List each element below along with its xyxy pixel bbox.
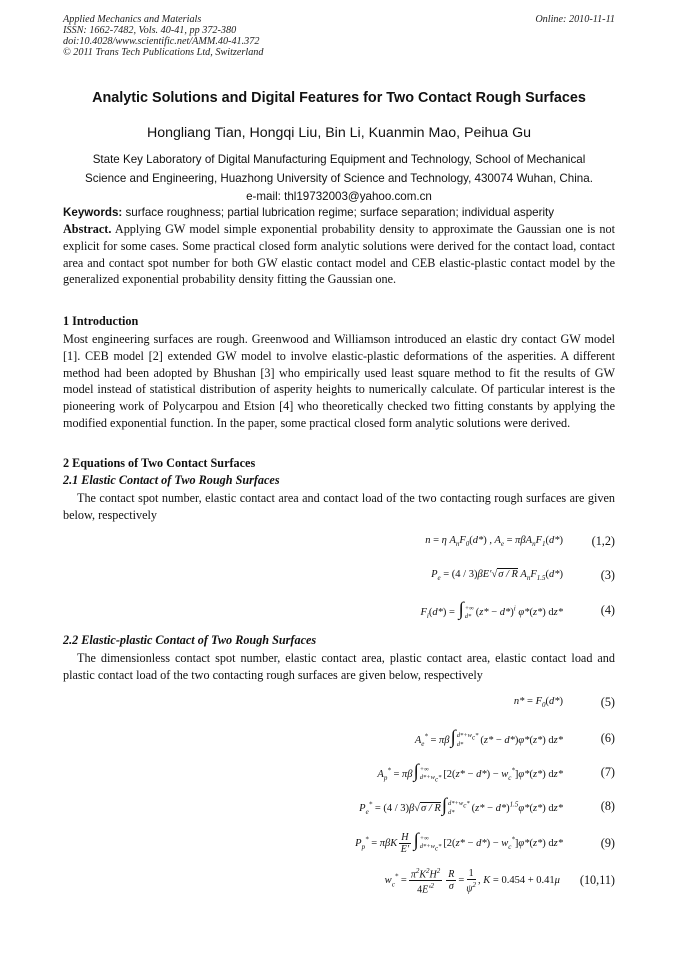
- section-2-1-text: The contact spot number, elastic contact area and contact load of the two contacting rough surfaces are given below, respectively: [63, 491, 615, 522]
- equation-5: $n* = F_0(d*)$ (5): [513, 695, 615, 710]
- equation-6: $A_e^* = \pi\beta\int$ $d*+w_c*$ d* (z* − d*)φ*(z*) dz* (6): [414, 727, 615, 749]
- equation-3: $P_e = (4 / 3)\beta E'√\sigma / R$ $A_nF_{1.5}(d*)$ (3): [431, 568, 615, 583]
- section-2-2-heading: 2.2 Elastic-plastic Contact of Two Rough Surfaces: [63, 633, 317, 647]
- keywords-label: Keywords:: [63, 206, 123, 219]
- intro-paragraph: [63, 331, 615, 432]
- equation-number: (9): [600, 835, 615, 850]
- equation-number: (5): [600, 695, 615, 709]
- section-2-heading: 2 Equations of Two Contact Surfaces: [63, 456, 256, 470]
- copyright-line: © 2011 Trans Tech Publications Ltd, Switzerland: [63, 47, 264, 58]
- issn-line: ISSN: 1662-7482, Vols. 40-41, pp 372-380: [63, 25, 237, 36]
- section-2-1-paragraph: [63, 490, 615, 524]
- abstract: [63, 221, 615, 288]
- equation-8: $P_e^* = (4 / 3)\beta√\sigma / R\int$ $d*+w_c*$ d* $(z* - d*)^{1.5}\varphi*(z*)$ dz* (8): [359, 795, 615, 817]
- journal-header: [63, 14, 615, 58]
- keywords: [63, 206, 623, 219]
- affiliation-line-1: State Key Laboratory of Digital Manufacturing Equipment and Technology, School of Mechanical: [92, 153, 586, 166]
- paper-title: Analytic Solutions and Digital Features for Two Contact Rough Surfaces: [92, 90, 586, 106]
- abstract-text: Applying GW model simple exponential probability density to approximate the Gaussian one is not explicit for some cases. Some practical closed form analytic solutions were derived for the contact load, contact area and contact spot number for both GW elastic contact model and CEB elastic-plastic contact model by the generalized exponential probability density fitting the Gaussian one.: [63, 222, 615, 287]
- intro-text: Most engineering surfaces are rough. Greenwood and Williamson introduced an elastic dry contact GW model [1]. CEB model [2] extended GW model to involve elastic-plastic deformations of the asperities. A different method had been adopted by Bhushan [3] who empirically used least square method to fit the results of GW model instead of statistical distribution of asperity heights to numerically calculate. Of particular interest is the pioneering work of Polycarpou and Etsion [4] who theoretically checked two fitting constants by applying the modified exponential function. In the paper, some practical closed form analytic solutions were derived.: [63, 332, 615, 430]
- section-2-2-text: The dimensionless contact spot number, elastic contact area, plastic contact area, elastic contact load and plastic contact load of the two contacting rough surfaces are given below, respectively: [63, 651, 615, 682]
- intro-heading: 1 Introduction: [63, 314, 139, 328]
- abstract-label: Abstract.: [63, 222, 112, 236]
- author-list: Hongliang Tian, Hongqi Liu, Bin Li, Kuanmin Mao, Peihua Gu: [146, 125, 532, 141]
- section-2-1-heading: 2.1 Elastic Contact of Two Rough Surfaces: [63, 473, 280, 487]
- equation-1-2: n = η $A_nF_0(d*)$ , $A_e = \pi\beta A_nF_1(d*)$ (1,2): [425, 534, 615, 549]
- equation-4: $F_i(d*)$ = ∫ +∞ d* $(z* - d*)^i$ φ*(z*) dz* (4): [420, 599, 615, 621]
- online-date: Online: 2010-11-11: [535, 14, 615, 25]
- email[interactable]: e-mail: thl19732003@yahoo.com.cn: [246, 190, 432, 203]
- section-2-2-paragraph: [63, 650, 615, 684]
- equation-number: (1,2): [591, 534, 615, 548]
- equation-10-11: $w_c^*$ = $\frac{\pi^2K^2H^2}{4E'^2}$ $\frac{R}{\sigma}$ = $\frac{1}{\psi^2}$ , K = 0.454 + 0.41μ (10,11): [384, 867, 615, 896]
- affiliation: [58, 151, 620, 207]
- equation-number: (4): [600, 602, 615, 617]
- equation-number: (7): [600, 765, 615, 780]
- keywords-text: surface roughness; partial lubrication regime; surface separation; individual asperity: [122, 206, 555, 219]
- doi-line[interactable]: doi:10.4028/www.scientific.net/AMM.40-41.372: [63, 36, 260, 47]
- equation-number: (3): [600, 568, 615, 582]
- equation-number: (6): [600, 731, 615, 746]
- equation-9: $P_p^* = \pi\beta K$ $\frac{H}{E'}$ ∫ +∞ $d*+w_c*$ $[2(z* - d*) - w_c^*]\varphi*(z*)$ dz* (9): [355, 830, 615, 856]
- journal-name: Applied Mechanics and Materials: [63, 14, 202, 25]
- equation-7: $A_p^* = \pi\beta\int$ +∞ $d*+w_c*$ $[2(z* - d*) - w_c^*]\varphi*(z*)$ dz* (7): [377, 761, 615, 784]
- affiliation-line-2: Science and Engineering, Huazhong University of Science and Technology, 430074 Wuhan, China.: [85, 171, 593, 185]
- equation-number: (8): [600, 799, 615, 814]
- equation-number: (10,11): [579, 873, 615, 888]
